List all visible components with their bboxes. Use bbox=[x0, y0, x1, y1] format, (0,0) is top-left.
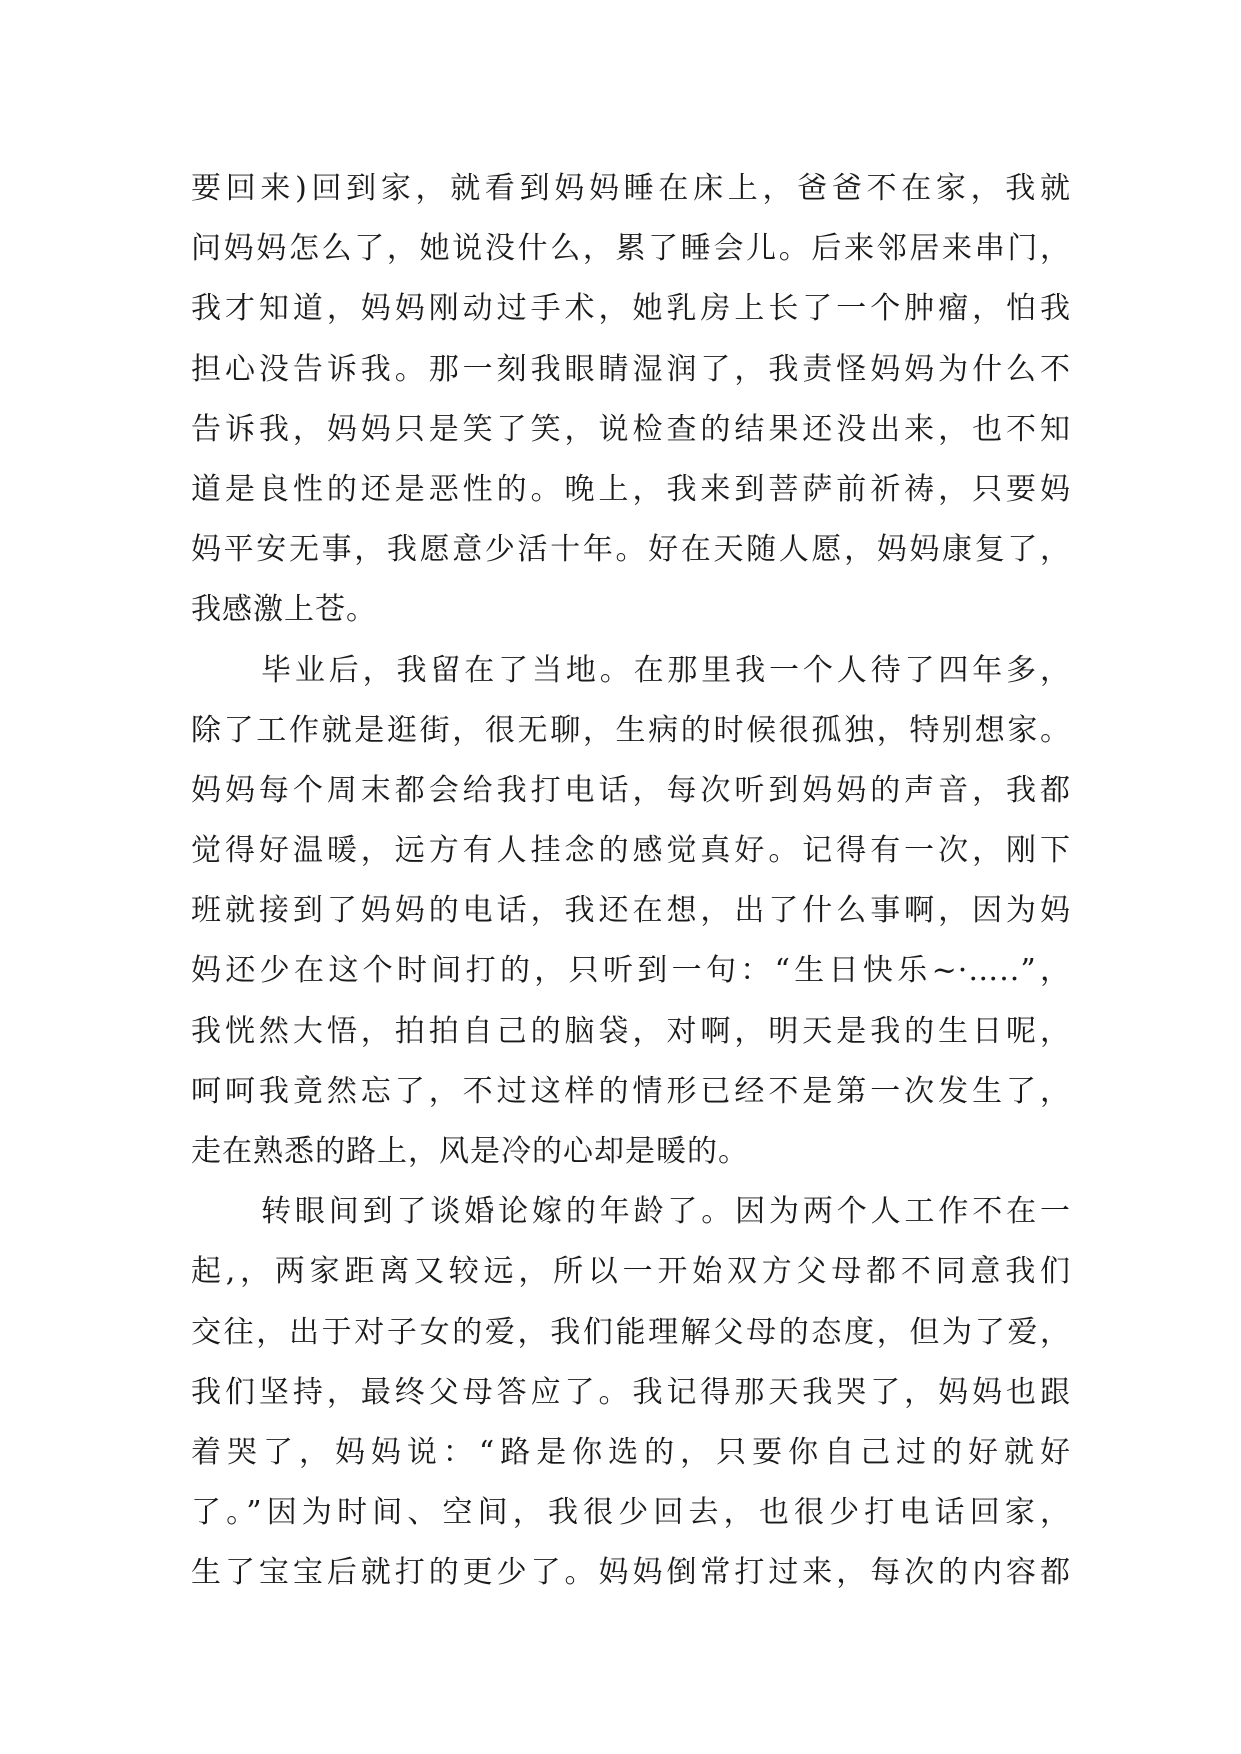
text-line: 走在熟悉的路上，风是冷的心却是暖的。 bbox=[191, 1134, 749, 1169]
text-line: 要回来)回到家，就看到妈妈睡在床上，爸爸不在家，我就 bbox=[191, 171, 1071, 206]
text-line: 起,，两家距离又较远，所以一开始双方父母都不同意我们 bbox=[191, 1254, 1071, 1290]
text-line: 告诉我，妈妈只是笑了笑，说检查的结果还没出来，也不知 bbox=[191, 411, 1071, 447]
text-line: 我感激上苍。 bbox=[191, 592, 377, 628]
paragraph-first-line: 毕业后，我留在了当地。在那里我一个人待了四年多， bbox=[261, 652, 1071, 688]
text-line: 班就接到了妈妈的电话，我还在想，出了什么事啊，因为妈 bbox=[191, 893, 1071, 929]
text-line: 妈还少在这个时间打的，只听到一句：“生日快乐~·…..”， bbox=[191, 953, 1071, 989]
text-line: 妈妈每个周末都会给我打电话，每次听到妈妈的声音，我都 bbox=[191, 772, 1071, 808]
text-line: 妈平安无事，我愿意少活十年。好在天随人愿，妈妈康复了， bbox=[191, 532, 1071, 568]
text-line: 觉得好温暖，远方有人挂念的感觉真好。记得有一次，刚下 bbox=[191, 833, 1071, 869]
text-line: 我才知道，妈妈刚动过手术，她乳房上长了一个肿瘤，怕我 bbox=[191, 291, 1071, 327]
text-line: 了。”因为时间、空间，我很少回去，也很少打电话回家， bbox=[191, 1495, 1071, 1531]
paragraph-first-line: 转眼间到了谈婚论嫁的年龄了。因为两个人工作不在一 bbox=[261, 1194, 1071, 1230]
text-line: 我恍然大悟，拍拍自己的脑袋，对啊，明天是我的生日呢， bbox=[191, 1013, 1071, 1049]
document-body bbox=[191, 159, 1071, 1604]
text-line: 着哭了，妈妈说：“路是你选的，只要你自己过的好就好 bbox=[191, 1434, 1071, 1470]
text-line: 交往，出于对子女的爱，我们能理解父母的态度，但为了爱， bbox=[191, 1314, 1071, 1350]
text-line: 担心没告诉我。那一刻我眼睛湿润了，我责怪妈妈为什么不 bbox=[191, 351, 1071, 387]
text-line: 呵呵我竟然忘了，不过这样的情形已经不是第一次发生了， bbox=[191, 1073, 1071, 1109]
text-line: 问妈妈怎么了，她说没什么，累了睡会儿。后来邻居来串门， bbox=[191, 231, 1071, 267]
text-line: 道是良性的还是恶性的。晚上，我来到菩萨前祈祷，只要妈 bbox=[191, 471, 1071, 507]
text-line: 我们坚持，最终父母答应了。我记得那天我哭了，妈妈也跟 bbox=[191, 1374, 1071, 1410]
text-line: 除了工作就是逛街，很无聊，生病的时候很孤独，特别想家。 bbox=[191, 712, 1071, 748]
text-line: 生了宝宝后就打的更少了。妈妈倒常打过来，每次的内容都 bbox=[191, 1555, 1071, 1591]
